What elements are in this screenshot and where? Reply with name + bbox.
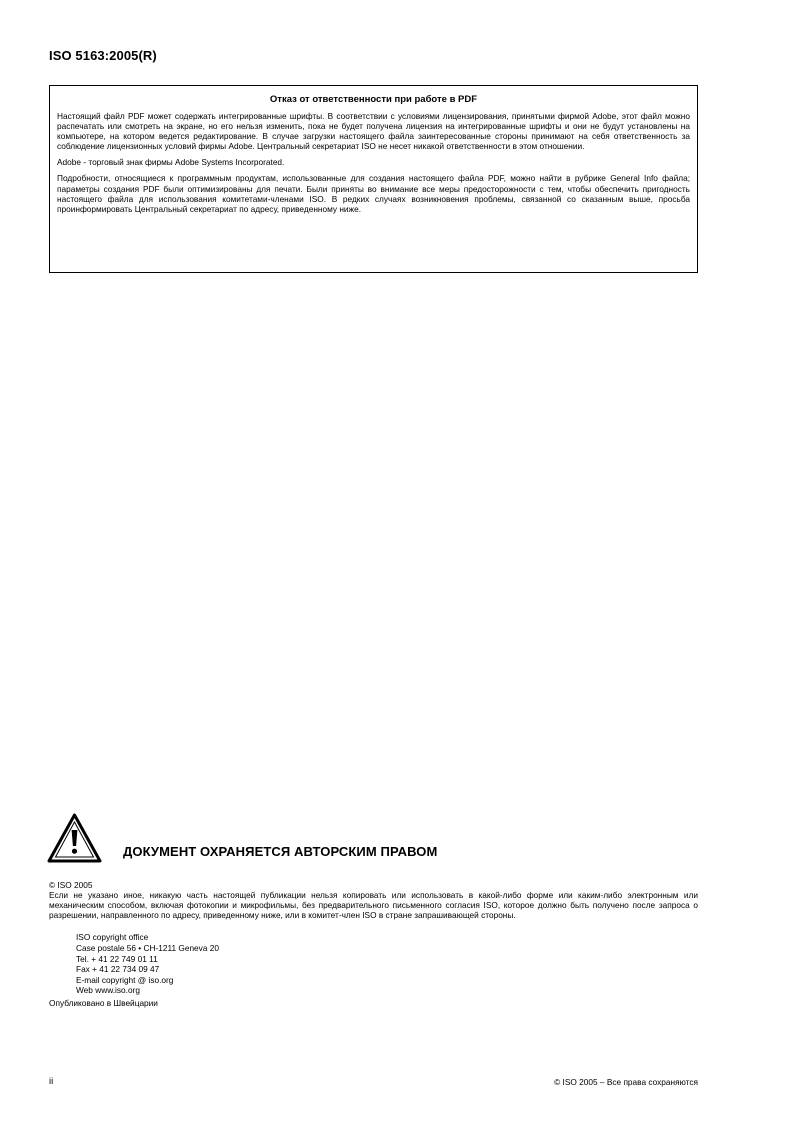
disclaimer-paragraph-trademark: Adobe - торговый знак фирмы Adobe Systems Incorporated. — [57, 157, 285, 168]
address-line-postal: Case postale 56 • CH-1211 Geneva 20 — [76, 942, 219, 953]
disclaimer-paragraph-fonts: Настоящий файл PDF может содержать интегрированные шрифты. В соответствии с условиями лицензирования, принятыми фирмой Adobe, этот файл можно распечатать или смотреть на экране, но его нельзя изменить, пока не будет получена лицензия на интегрированные шрифты и они не будут установлены на компьютере, на котором ведется редактирование. В случае загрузки настоящего файла заинтересованные стороны принимают на себя ответственность за соблюдение лицензионных условий фирмы Adobe. Центральный секретариат ISO не несет никакой ответственности в этом отношении. — [57, 111, 690, 152]
pdf-disclaimer-box — [49, 85, 698, 273]
iso-address — [76, 932, 698, 996]
copyright-year: © ISO 2005 — [49, 880, 93, 890]
footer-copyright: © ISO 2005 – Все права сохраняются — [554, 1077, 698, 1087]
address-line-office: ISO copyright office — [76, 932, 149, 943]
address-line-fax: Fax + 41 22 734 09 47 — [76, 964, 160, 975]
disclaimer-title: Отказ от ответственности при работе в PDF — [269, 94, 478, 105]
document-id: ISO 5163:2005(R) — [49, 48, 157, 63]
warning-icon — [47, 813, 102, 863]
published-in: Опубликовано в Швейцарии — [49, 997, 158, 1008]
address-line-web: Web www.iso.org — [76, 985, 140, 996]
copyright-notice: Если не указано иное, никакую часть настоящей публикации нельзя копировать или использовать в какой-либо форме или каким-либо электронным или механическим способом, включая фотокопии и микрофильмы, без предварительного письменного согласия ISO, которое должно быть получено после запроса о разрешении, направленного по адресу, приведенному ниже, или в комитет-член ISO в стране запрашивающей стороны. — [49, 890, 698, 921]
address-line-tel: Tel. + 41 22 749 01 11 — [76, 953, 158, 964]
disclaimer-paragraph-details: Подробности, относящиеся к программным продуктам, использованные для создания настоящего файла PDF, можно найти в рубрике General Info файла; параметры создания PDF были оптимизированы для печати. Были приняты во внимание все меры предосторожности с тем, чтобы обеспечить пригодность настоящего файла для использования комитетами-членами ISO. В редких случаях возникновения проблемы, связанной со сказанным выше, просьба проинформировать Центральный секретариат по адресу, приведенному ниже. — [57, 173, 690, 214]
page-number: ii — [49, 1076, 54, 1087]
copyright-block — [49, 880, 698, 1008]
address-line-email: E-mail copyright @ iso.org — [76, 974, 174, 985]
copyright-heading: ДОКУМЕНТ ОХРАНЯЕТСЯ АВТОРСКИМ ПРАВОМ — [123, 844, 438, 859]
